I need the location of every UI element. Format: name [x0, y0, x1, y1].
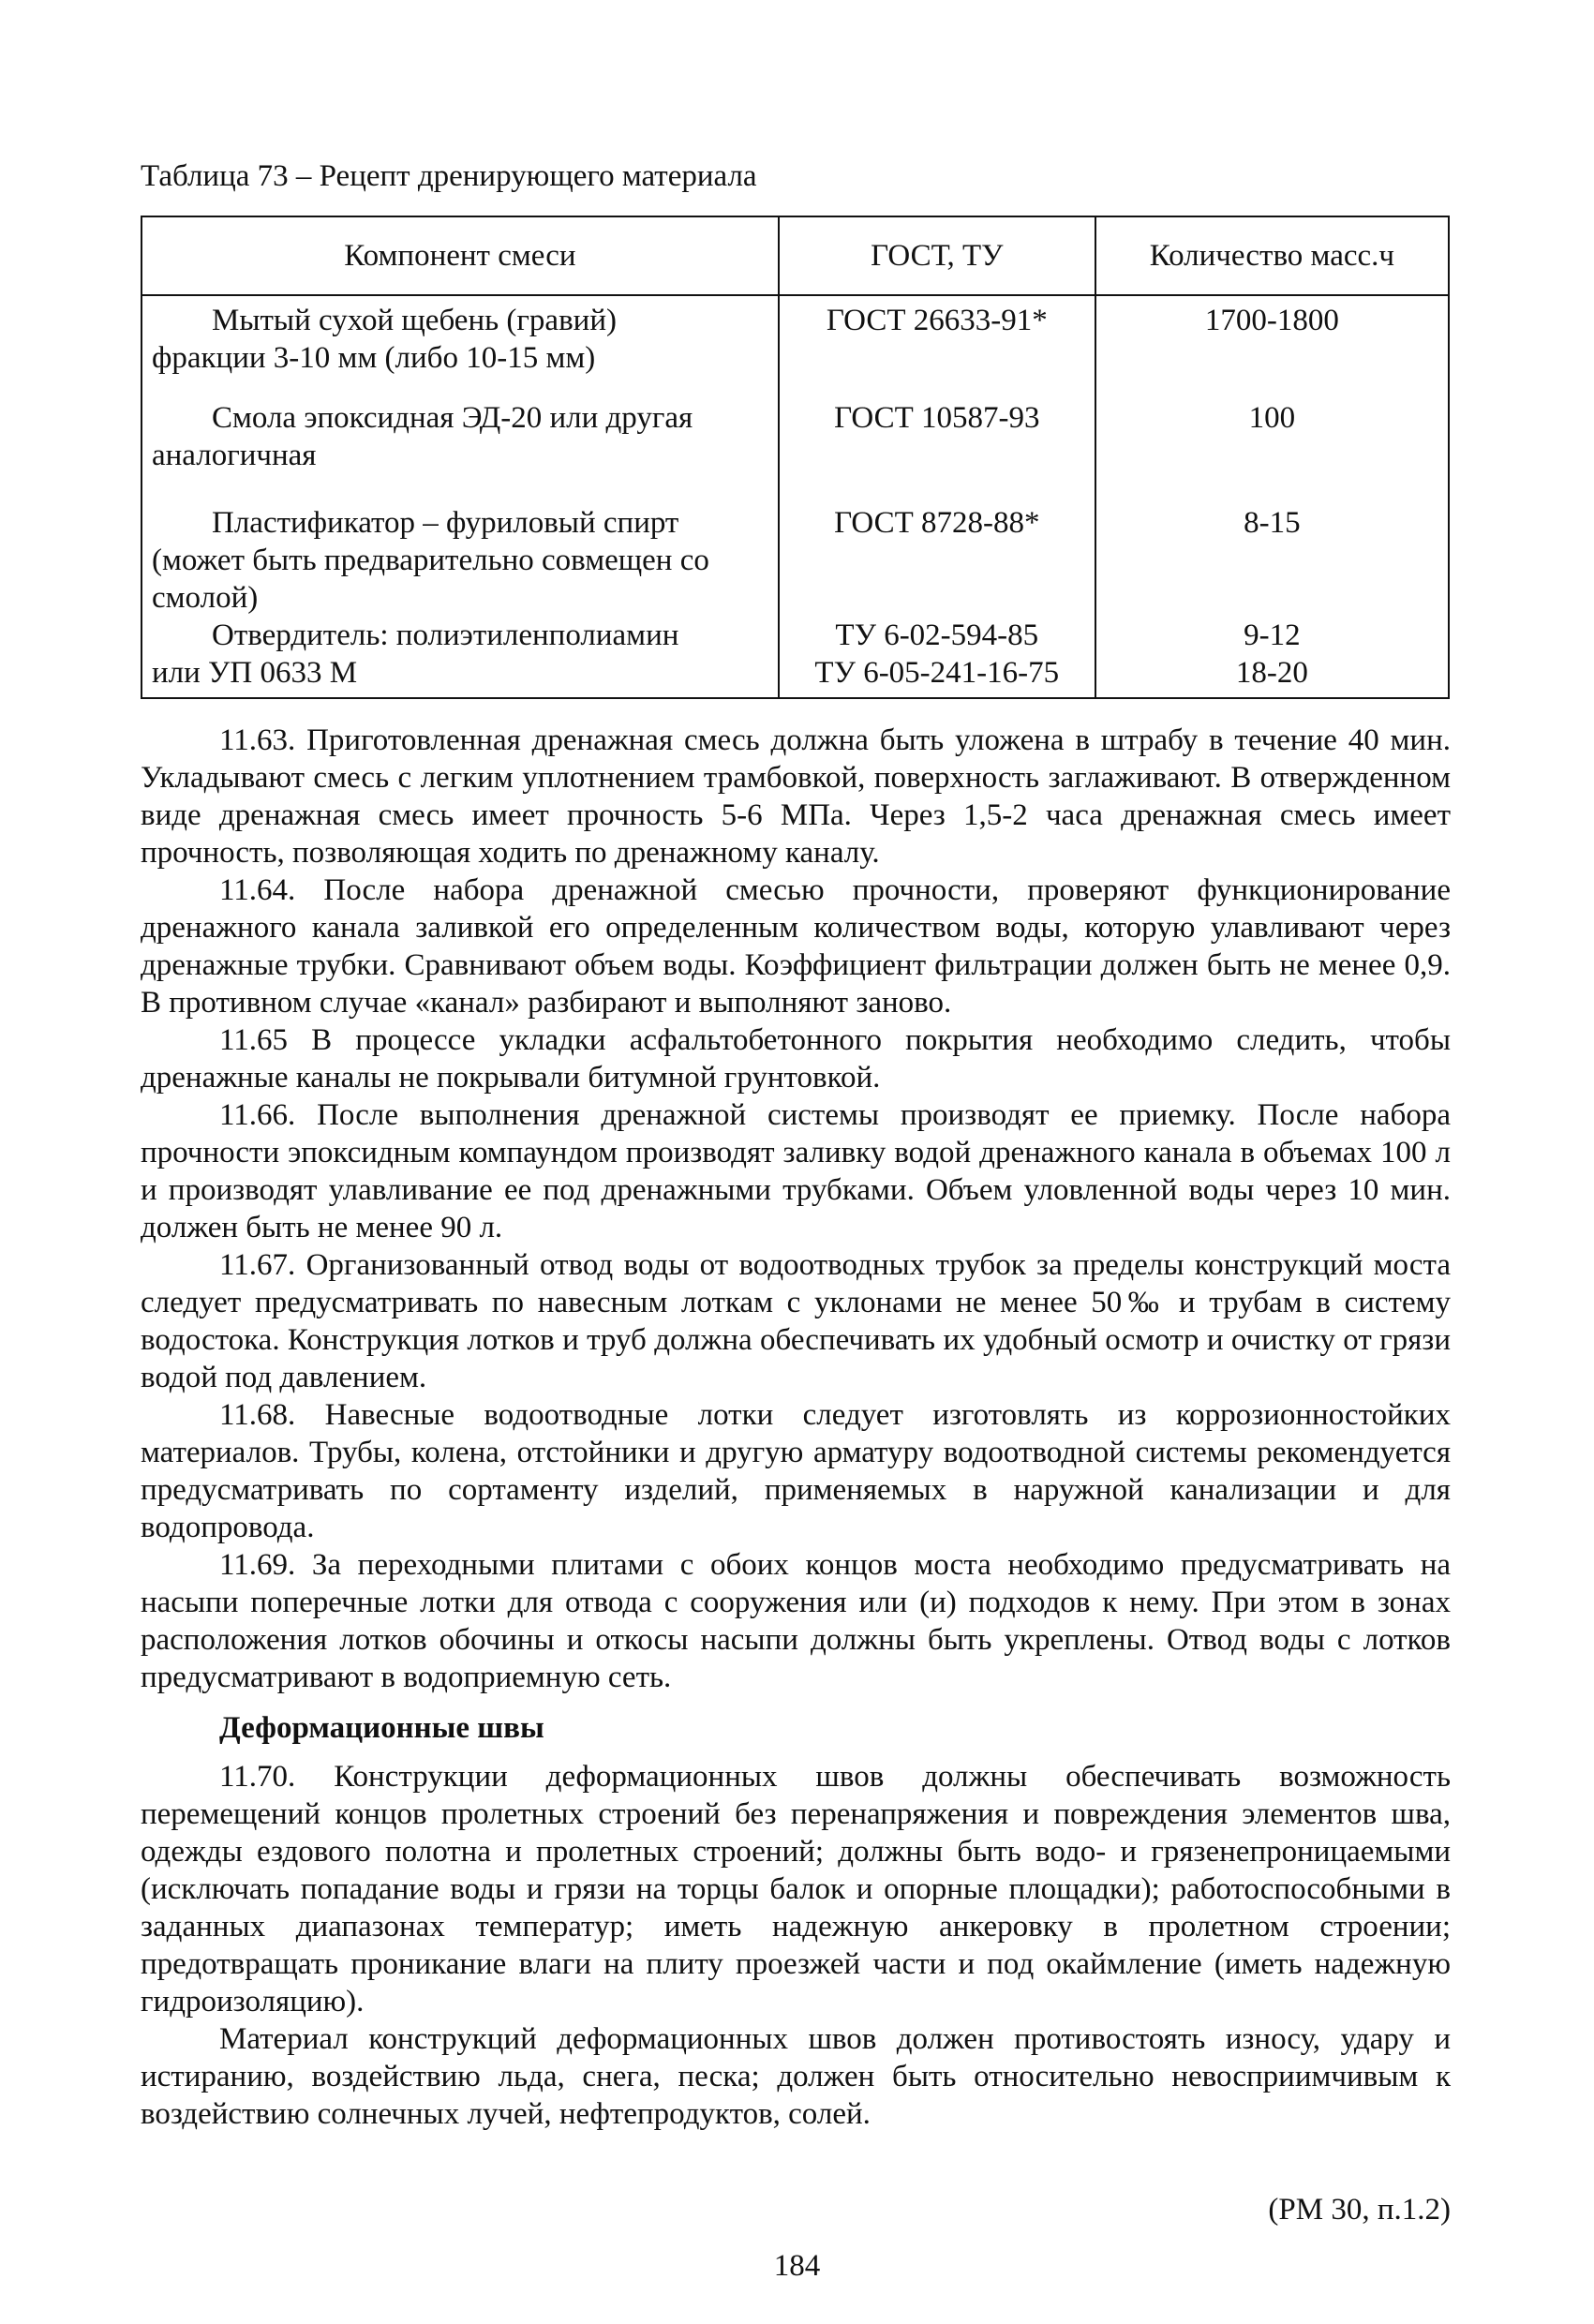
standard-line: ТУ 6-02-594-85 — [835, 618, 1039, 652]
paragraph-11-65: 11.65 В процессе укладки асфальтобетонного покрытия необходимо следить, чтобы дренажные каналы не покрывали битумной грунтовкой. — [141, 1023, 1451, 1095]
header-component: Компонент смеси — [142, 216, 779, 295]
component-line: смолой) — [152, 581, 259, 615]
standard-cell — [779, 504, 1095, 617]
standard-cell — [779, 395, 1095, 504]
standard-cell — [779, 617, 1095, 698]
amount-cell — [1095, 617, 1449, 698]
component-cell — [142, 395, 779, 504]
component-line: Отвердитель: полиэтиленполиамин — [212, 618, 679, 652]
standard-line: ГОСТ 8728-88* — [834, 506, 1040, 540]
reference-note: (РМ 30, п.1.2) — [1268, 2193, 1451, 2227]
page-number: 184 — [773, 2249, 821, 2283]
amount-line: 1700-1800 — [1204, 304, 1339, 337]
table-row — [142, 295, 1449, 395]
paragraph-11-66: 11.66. После выполнения дренажной системы производят ее приемку. После набора прочности эпоксидным компаундом производят заливку водой дренажного канала в объемах 100 л и производят улавливание ее под дренажными трубками. Объем уловленной воды через 10 мин. должен быть не менее 90 л. — [141, 1098, 1451, 1244]
header-standard: ГОСТ, ТУ — [779, 216, 1095, 295]
paragraph-material: Материал конструкций деформационных швов должен противостоять износу, удару и истиранию, воздействию льда, снега, песка; должен быть относительно невосприимчивым к воздействию солнечных лучей, нефтепродуктов, солей. — [141, 2022, 1451, 2131]
component-cell — [142, 295, 779, 395]
amount-cell — [1095, 504, 1449, 617]
component-line: Пластификатор – фуриловый спирт — [212, 506, 679, 540]
paragraph-11-64: 11.64. После набора дренажной смесью прочности, проверяют функционирование дренажного канала заливкой его определенным количеством воды, которую улавливают через дренажные трубки. Сравнивают объем воды. Коэффициент фильтрации должен быть не менее 0,9. В противном случае «канал» разбирают и выполняют заново. — [141, 873, 1451, 1020]
body-text — [141, 722, 1451, 2133]
component-line: (может быть предварительно совмещен со — [152, 544, 709, 577]
paragraph-11-67: 11.67. Организованный отвод воды от водоотводных трубок за пределы конструкций моста следует предусматривать по навесным лоткам с уклонами не менее 50‰ и трубам в систему водостока. Конструкция лотков и труб должна обеспечивать их удобный осмотр и очистку от грязи водой под давлением. — [141, 1248, 1451, 1394]
component-line: Смола эпоксидная ЭД-20 или другая — [212, 401, 693, 435]
header-amount: Количество масс.ч — [1095, 216, 1449, 295]
recipe-table — [141, 216, 1450, 699]
component-line: фракции 3-10 мм (либо 10-15 мм) — [152, 341, 596, 375]
table-row — [142, 504, 1449, 617]
component-line: Мытый сухой щебень (гравий) — [212, 304, 617, 337]
amount-line: 100 — [1248, 401, 1296, 435]
table-row — [142, 395, 1449, 504]
table-caption: Таблица 73 – Рецепт дренирующего материала — [141, 159, 757, 193]
standard-line: ТУ 6-05-241-16-75 — [814, 656, 1060, 690]
paragraph-11-70: 11.70. Конструкции деформационных швов должны обеспечивать возможность перемещений концов пролетных строений без перенапряжения и повреждения элементов шва, одежды ездового полотна и пролетных строений; должны быть водо- и грязенепроницаемыми (исключать попадание воды и грязи на торцы балок и опорные площадки); работоспособными в заданных диапазонах температур; иметь надежную анкеровку в пролетном строении; предотвращать проникание влаги на плиту проезжей части и под окаймление (иметь надежную гидроизоляцию). — [141, 1760, 1451, 2019]
component-cell — [142, 504, 779, 617]
table-header-row — [142, 216, 1449, 295]
component-cell — [142, 617, 779, 698]
amount-line: 9-12 — [1244, 618, 1301, 652]
table-row — [142, 617, 1449, 698]
paragraph-11-68: 11.68. Навесные водоотводные лотки следует изготовлять из коррозионностойких материалов. Трубы, колена, отстойники и другую арматуру водоотводной системы рекомендуется предусматривать по сортаменту изделий, применяемых в наружной канализации и для водопровода. — [141, 1398, 1451, 1544]
paragraph-11-63: 11.63. Приготовленная дренажная смесь должна быть уложена в штрабу в течение 40 мин. Укладывают смесь с легким уплотнением трамбовкой, поверхность заглаживают. В отвержденном виде дренажная смесь имеет прочность 5-6 МПа. Через 1,5-2 часа дренажная смесь имеет прочность, позволяющая ходить по дренажному каналу. — [141, 723, 1451, 870]
standard-line: ГОСТ 10587-93 — [834, 401, 1040, 435]
amount-cell — [1095, 295, 1449, 395]
amount-line: 18-20 — [1235, 656, 1308, 690]
component-line: или УП 0633 М — [152, 656, 358, 690]
amount-line: 8-15 — [1244, 506, 1301, 540]
paragraph-11-69: 11.69. За переходными плитами с обоих концов моста необходимо предусматривать на насыпи поперечные лотки для отвода с сооружения или (и) подходов к нему. При этом в зонах расположения лотков обочины и откосы насыпи должны быть укреплены. Отвод воды с лотков предусматривают в водоприемную сеть. — [141, 1548, 1451, 1694]
standard-cell — [779, 295, 1095, 395]
standard-line: ГОСТ 26633-91* — [826, 304, 1048, 337]
component-line: аналогичная — [152, 439, 317, 472]
amount-cell — [1095, 395, 1449, 504]
section-heading: Деформационные швы — [219, 1711, 544, 1745]
